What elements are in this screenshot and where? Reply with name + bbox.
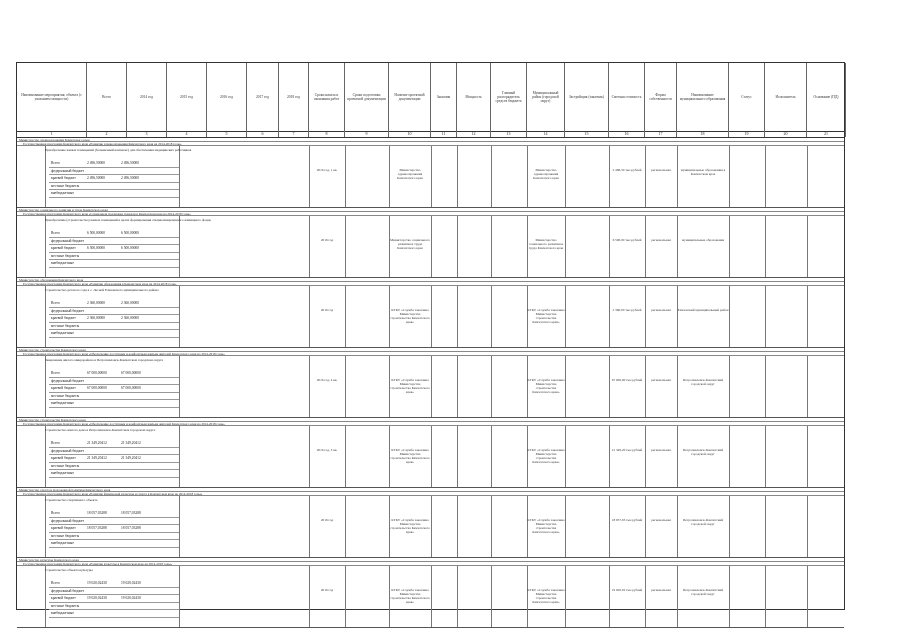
financing-table — [49, 370, 179, 408]
financing-row — [49, 533, 179, 541]
financing-row — [49, 455, 179, 463]
column-number: 21 — [807, 131, 846, 137]
financing-cell: Всего — [51, 301, 60, 305]
financing-table — [49, 230, 179, 268]
financing-row — [49, 230, 179, 238]
table-row — [17, 496, 844, 558]
financing-row — [49, 470, 179, 478]
data-cell: 2016 год, 4 кв. — [316, 378, 338, 382]
financing-cell: 18 057,03288 — [87, 526, 107, 530]
financing-row — [49, 393, 179, 401]
program-title: Государственная программа Камчатского края «Социальная поддержка граждан в Камчатском крае на 2014-2018 годы» — [17, 212, 844, 216]
data-cell: КГКУ «Служба заказчика Министерства строительства Камчатского края» — [527, 518, 565, 534]
financing-cell: 19 020,02430 — [87, 596, 107, 600]
table-header — [17, 63, 844, 132]
financing-cell: местные бюджеты — [51, 603, 80, 608]
table-row — [17, 146, 844, 208]
financing-cell: федеральный бюджет — [51, 378, 85, 383]
data-cell: 2016 год, 1 кв. — [316, 168, 338, 172]
column-number: 20 — [765, 131, 807, 137]
financing-row — [49, 588, 179, 596]
data-cell: КГКУ «Служба заказчика Министерства строительства Камчатского края» — [527, 378, 565, 394]
financing-cell: местные бюджеты — [51, 253, 80, 258]
financing-cell: внебюджетные — [51, 261, 74, 265]
header-cell: Главный распорядитель средств бюджета — [491, 63, 527, 131]
table-row — [17, 356, 844, 418]
column-number: 17 — [645, 131, 677, 137]
column-number: 15 — [565, 131, 609, 137]
header-cell: 2018 год — [279, 63, 309, 131]
financing-table — [49, 160, 179, 198]
data-cell: 18 057,03 тыс.рублей — [611, 518, 643, 522]
financing-cell: федеральный бюджет — [51, 588, 85, 593]
data-cell: 2016 год, 3 кв. — [316, 448, 338, 452]
table-row — [17, 286, 844, 348]
financing-cell: 67 000,00000 — [121, 386, 141, 390]
data-cell: 2 496,50 тыс.рублей — [612, 168, 642, 172]
financing-cell: 2 360,00000 — [87, 316, 105, 320]
financing-cell: внебюджетные — [51, 541, 74, 545]
header-cell: Сроки подготовки проектной документации — [345, 63, 389, 131]
data-cell: муниципальные образования — [681, 238, 725, 242]
financing-cell: 18 057,03288 — [87, 511, 107, 515]
data-cell: КГКУ «Служба заказчика Министерства строительства Камчатского края» — [390, 588, 430, 604]
financing-row — [49, 518, 179, 526]
financing-cell: внебюджетные — [51, 611, 74, 615]
object-name: Завершение жилого микрорайона в Петропавловск-Камчатском городском округе — [45, 358, 164, 362]
column-number: 7 — [279, 131, 309, 137]
financing-cell: 19 020,02430 — [87, 581, 107, 585]
financing-row — [49, 610, 179, 618]
data-cell: региональная — [651, 518, 671, 522]
header-cell: Наличие проектной документации — [389, 63, 431, 131]
data-cell: региональная — [651, 378, 671, 382]
financing-row — [49, 595, 179, 603]
data-cell: 21 349,20 тыс.рублей — [611, 448, 643, 452]
data-cell: КГКУ «Служба заказчика Министерства строительства Камчатского края» — [527, 588, 565, 604]
financing-cell: Всего — [51, 231, 60, 235]
financing-cell: местные бюджеты — [51, 463, 80, 468]
column-number: 4 — [167, 131, 207, 137]
data-cell: Елизовский муниципальный район — [677, 308, 729, 312]
financing-row — [49, 525, 179, 533]
data-cell: КГКУ «Служба заказчика Министерства строительства Камчатского края» — [390, 378, 430, 394]
financing-cell: 6 500,00000 — [121, 246, 139, 250]
financing-cell: краевой бюджет — [51, 596, 76, 600]
program-title: Государственная программа Камчатского края «Развитие физической культуры и спорта в Камчатском крае на 2014-2018 годы» — [17, 492, 844, 496]
column-number: 14 — [527, 131, 565, 137]
data-cell: Петропавловск-Камчатский городской округ — [682, 588, 724, 596]
financing-row — [49, 260, 179, 268]
header-cell: Застройщик (заказчик) — [565, 63, 609, 131]
header-cell: 2015 год — [167, 63, 207, 131]
financing-row — [49, 385, 179, 393]
financing-table — [49, 580, 179, 618]
data-cell: 19 020,02 тыс.рублей — [611, 588, 643, 592]
data-cell: КГКУ «Служба заказчика Министерства строительства Камчатского края» — [527, 308, 565, 324]
financing-cell: 6 500,00000 — [87, 246, 105, 250]
financing-row — [49, 175, 179, 183]
document-table — [16, 62, 845, 615]
financing-table — [49, 300, 179, 338]
financing-cell: Всего — [51, 161, 60, 165]
financing-table — [49, 510, 179, 548]
section-title: Министерство образования Камчатского края — [17, 278, 844, 282]
financing-row — [49, 315, 179, 323]
financing-row — [49, 245, 179, 253]
financing-cell: внебюджетные — [51, 401, 74, 405]
financing-row — [49, 323, 179, 331]
data-cell: муниципальные образования в Камчатском крае — [680, 168, 726, 176]
object-name: Приобретение жилых помещений (больничный комплекс) для обеспечения медицинских работников — [45, 148, 192, 152]
financing-row — [49, 190, 179, 198]
financing-row — [49, 463, 179, 471]
data-cell: КГКУ «Служба заказчика Министерства строительства Камчатского края» — [390, 518, 430, 534]
header-cell: Статус — [729, 63, 765, 131]
data-cell: Министерство здравоохранения Камчатского края — [397, 168, 423, 180]
financing-cell: 21 349,20412 — [87, 441, 107, 445]
financing-cell: 2 496,50000 — [121, 176, 139, 180]
object-name: Приобретение (строительство) жилых помещений в целях формирования специализированного жилищного фонда — [45, 218, 211, 222]
financing-cell: 2 360,00000 — [121, 301, 139, 305]
header-cell: 2016 год — [207, 63, 247, 131]
header-cell: Наименование муниципального образования — [677, 63, 729, 131]
financing-row — [49, 370, 179, 378]
financing-row — [49, 510, 179, 518]
financing-cell: федеральный бюджет — [51, 308, 85, 313]
financing-cell: 2 496,50000 — [87, 176, 105, 180]
financing-row — [49, 448, 179, 456]
object-name: Строительство объекта культуры — [45, 568, 93, 572]
header-cell: Всего — [87, 63, 127, 131]
financing-row — [49, 378, 179, 386]
financing-row — [49, 183, 179, 191]
financing-cell: 19 020,02430 — [121, 596, 141, 600]
column-numbers-row — [17, 131, 844, 138]
column-number: 9 — [345, 131, 389, 137]
column-number: 19 — [729, 131, 765, 137]
financing-cell: 67 000,00000 — [87, 386, 107, 390]
section-title: Министерство спорта и молодежной политики Камчатского края — [17, 488, 844, 492]
financing-cell: местные бюджеты — [51, 393, 80, 398]
financing-row — [49, 400, 179, 408]
financing-cell: Всего — [51, 441, 60, 445]
financing-cell: 2 360,00000 — [121, 316, 139, 320]
program-title: Государственная программа Камчатского края «Обеспечение доступным и комфортным жильем жителей Камчатского края на 2014-2018 годы» — [17, 352, 844, 356]
financing-cell: федеральный бюджет — [51, 448, 85, 453]
data-cell: 6 500,00 тыс.рублей — [612, 238, 642, 242]
header-cell: Наименование мероприятия, объекта (с указанием мощности) — [17, 63, 87, 131]
section-title: Министерство строительства Камчатского края — [17, 348, 844, 352]
financing-cell: 21 349,20412 — [87, 456, 107, 460]
table-row — [17, 426, 844, 488]
header-cell: 2014 год — [127, 63, 167, 131]
data-cell: региональная — [651, 308, 671, 312]
data-cell: региональная — [651, 168, 671, 172]
data-cell: региональная — [651, 588, 671, 592]
financing-cell: 6 500,00000 — [87, 231, 105, 235]
financing-cell: Всего — [51, 511, 60, 515]
data-cell: Петропавловск-Камчатский городской округ — [682, 448, 724, 456]
column-number: 12 — [457, 131, 491, 137]
header-cell: Основание (ПД) — [807, 63, 846, 131]
column-number: 2 — [87, 131, 127, 137]
object-name: Строительство жилого дома в Петропавловск-Камчатском городском округе — [45, 428, 156, 432]
object-name: Строительство спортивного объекта — [45, 498, 98, 502]
financing-row — [49, 540, 179, 548]
financing-cell: краевой бюджет — [51, 526, 76, 530]
financing-cell: федеральный бюджет — [51, 518, 85, 523]
financing-cell: краевой бюджет — [51, 246, 76, 250]
header-cell: Заказчик — [431, 63, 457, 131]
section-title: Министерство здравоохранения Камчатского края — [17, 138, 844, 142]
financing-cell: федеральный бюджет — [51, 168, 85, 173]
table-row — [17, 566, 844, 628]
financing-row — [49, 308, 179, 316]
financing-row — [49, 253, 179, 261]
column-number: 13 — [491, 131, 527, 137]
data-cell: Министерство здравоохранения Камчатского края — [533, 168, 559, 180]
financing-cell: Всего — [51, 371, 60, 375]
program-title: Государственная программа Камчатского края «Развитие культуры в Камчатском крае на 2014-2018 годы» — [17, 562, 844, 566]
financing-row — [49, 330, 179, 338]
financing-cell: внебюджетные — [51, 191, 74, 195]
financing-cell: 67 000,00000 — [121, 371, 141, 375]
column-number: 3 — [127, 131, 167, 137]
section-title: Министерство культуры Камчатского края — [17, 558, 844, 562]
financing-cell: 6 500,00000 — [121, 231, 139, 235]
financing-cell: краевой бюджет — [51, 176, 76, 180]
financing-cell: 18 057,03288 — [121, 526, 141, 530]
financing-cell: 2 496,50000 — [87, 161, 105, 165]
financing-row — [49, 160, 179, 168]
data-cell: 67 000,00 тыс.рублей — [611, 378, 643, 382]
data-cell: КГКУ «Служба заказчика Министерства строительства Камчатского края» — [390, 448, 430, 464]
financing-cell: 2 360,00000 — [87, 301, 105, 305]
header-cell: Исполнитель — [765, 63, 807, 131]
financing-cell: 2 496,50000 — [121, 161, 139, 165]
financing-row — [49, 603, 179, 611]
financing-cell: внебюджетные — [51, 471, 74, 475]
financing-row — [49, 168, 179, 176]
data-cell: 2016 год — [320, 588, 334, 592]
financing-cell: 18 057,03288 — [121, 511, 141, 515]
header-cell: Сроки начала и окончания работ — [309, 63, 345, 131]
column-number: 18 — [677, 131, 729, 137]
financing-cell: местные бюджеты — [51, 183, 80, 188]
financing-cell: краевой бюджет — [51, 386, 76, 390]
data-cell: региональная — [651, 448, 671, 452]
data-cell: Петропавловск-Камчатский городской округ — [682, 518, 724, 526]
financing-cell: 67 000,00000 — [87, 371, 107, 375]
column-number: 11 — [431, 131, 457, 137]
financing-table — [49, 440, 179, 478]
financing-cell: внебюджетные — [51, 331, 74, 335]
table-row — [17, 216, 844, 278]
column-number: 8 — [309, 131, 345, 137]
data-cell: 2016 год — [320, 238, 334, 242]
program-title: Государственная программа Камчатского края «Развитие образования в Камчатском крае на 2014-2018 годы» — [17, 282, 844, 286]
financing-row — [49, 440, 179, 448]
column-number: 16 — [609, 131, 645, 137]
financing-cell: местные бюджеты — [51, 323, 80, 328]
data-cell: Петропавловск-Камчатский городской округ — [682, 378, 724, 386]
program-title: Государственная программа Камчатского края «Развитие здравоохранения Камчатского края на 2014-2018 годы» — [17, 142, 844, 146]
financing-row — [49, 580, 179, 588]
data-cell: региональная — [651, 238, 671, 242]
data-cell: 2 360,00 тыс.рублей — [612, 308, 642, 312]
header-cell: Форма собственности — [645, 63, 677, 131]
financing-cell: 21 349,20412 — [121, 456, 141, 460]
data-cell: КГКУ «Служба заказчика Министерства строительства Камчатского края» — [527, 448, 565, 464]
column-number: 6 — [247, 131, 279, 137]
financing-row — [49, 238, 179, 246]
program-title: Государственная программа Камчатского края «Обеспечение доступным и комфортным жильем жителей Камчатского края на 2014-2018 годы» — [17, 422, 844, 426]
column-number: 5 — [207, 131, 247, 137]
header-cell: Сметная стоимость — [609, 63, 645, 131]
section-title: Министерство строительства Камчатского края — [17, 418, 844, 422]
data-cell: КГКУ «Служба заказчика Министерства строительства Камчатского края» — [390, 308, 430, 324]
financing-cell: 21 349,20412 — [121, 441, 141, 445]
column-number: 1 — [17, 131, 87, 137]
header-cell: 2017 год — [247, 63, 279, 131]
data-cell: 2016 год — [320, 518, 334, 522]
data-cell: Министерство социального развития и труда Камчатского края — [528, 238, 564, 250]
financing-cell: федеральный бюджет — [51, 238, 85, 243]
object-name: Строительство детского сада в с. Лесной Елизовского муниципального района — [45, 288, 159, 292]
header-cell: Муниципальный район (городской округ) — [527, 63, 565, 131]
column-number: 10 — [389, 131, 431, 137]
financing-cell: местные бюджеты — [51, 533, 80, 538]
financing-cell: краевой бюджет — [51, 316, 76, 320]
financing-cell: краевой бюджет — [51, 456, 76, 460]
section-title: Министерство социального развития и труда Камчатского края — [17, 208, 844, 212]
header-cell: Мощность — [457, 63, 491, 131]
financing-cell: Всего — [51, 581, 60, 585]
data-cell: 2016 год — [320, 308, 334, 312]
financing-row — [49, 300, 179, 308]
financing-cell: 19 020,02430 — [121, 581, 141, 585]
data-cell: Министерство социального развития и труда Камчатского края — [390, 238, 430, 250]
